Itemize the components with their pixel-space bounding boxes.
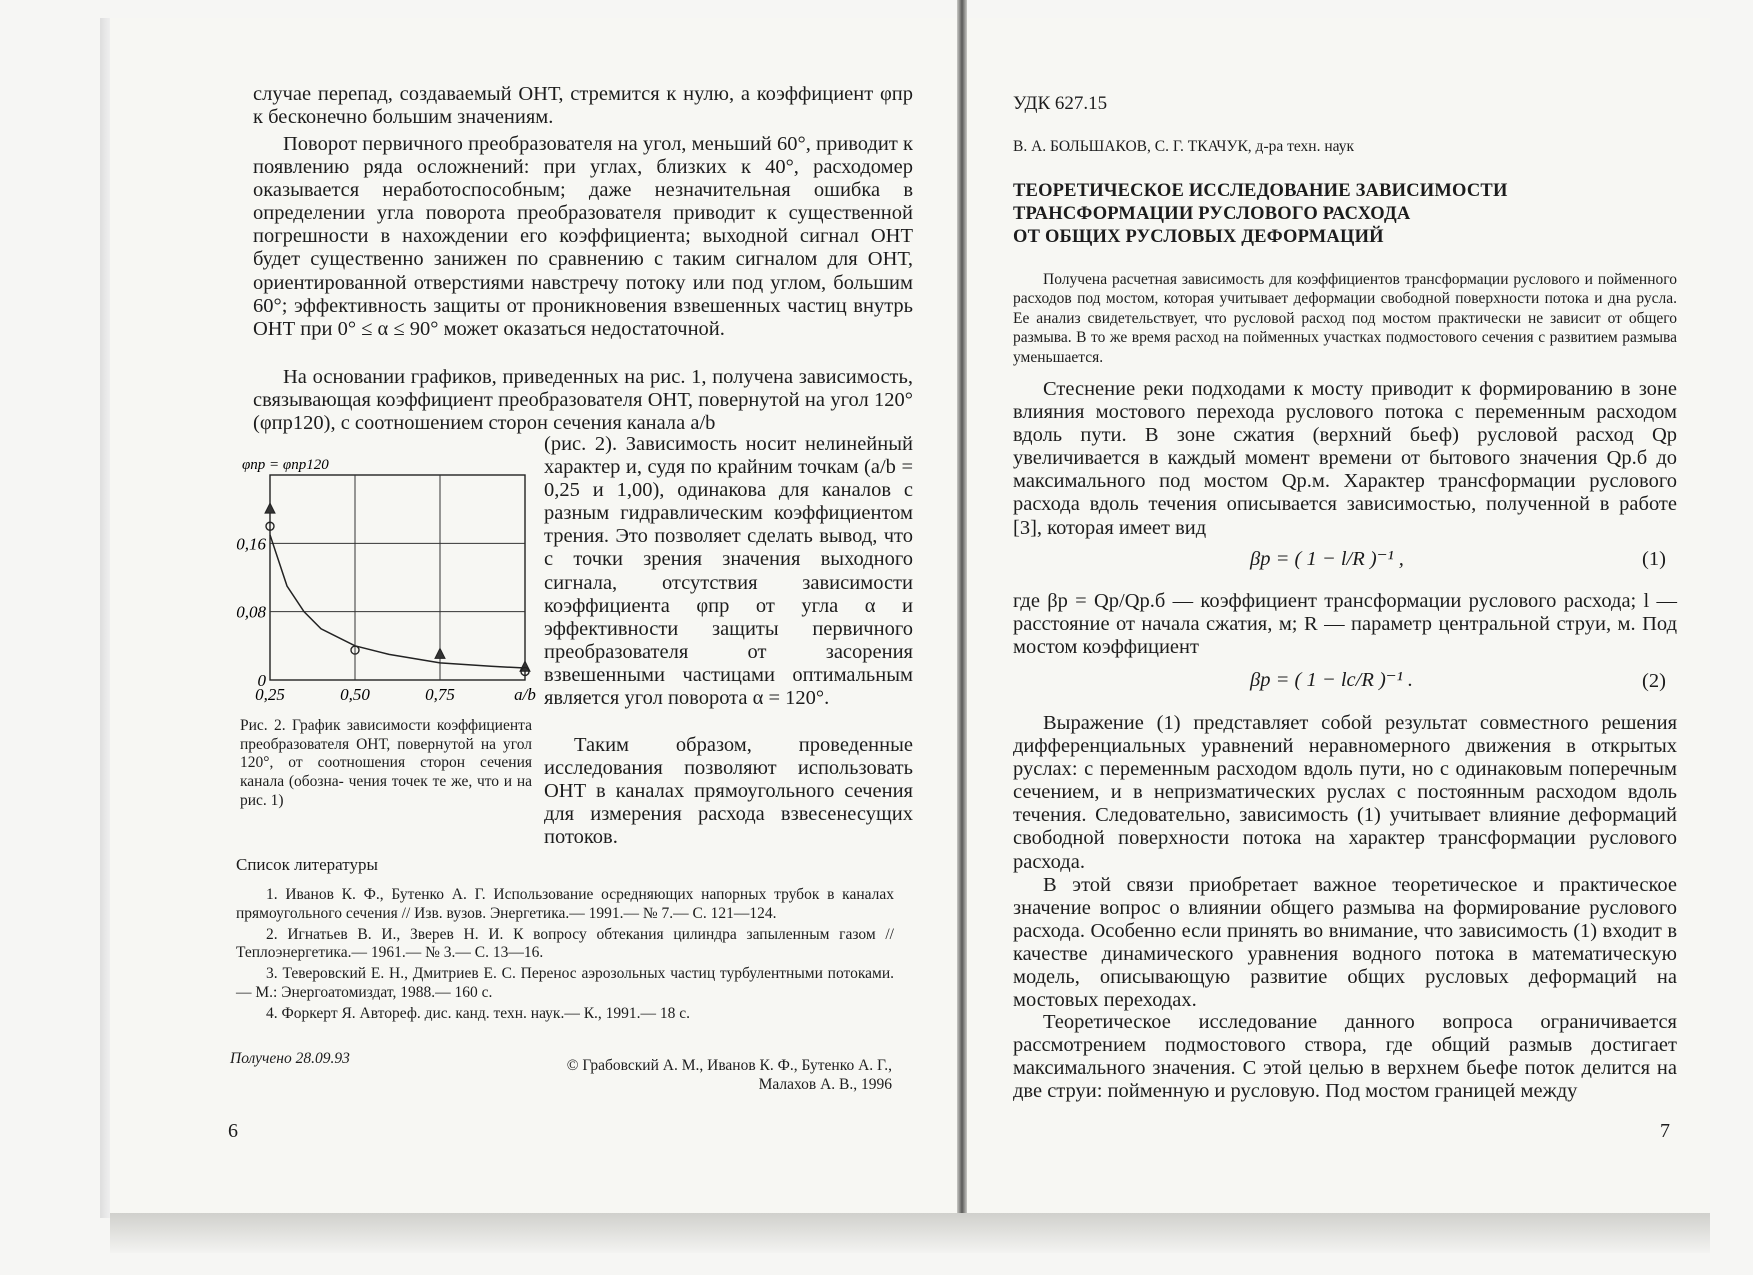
equation-number: (1) — [1642, 548, 1666, 570]
paragraph: Теоретическое исследование данного вопроса ограничивается рассмотрением подмостового створа, где общий размыв достигает максимального значения. С этой целью в верхнем бьефе поток делится на две струи: пойменную и русловую. Под мостом границей между — [1013, 1011, 1677, 1103]
x-tick-label: 0,25 — [255, 685, 285, 704]
article-title — [1013, 180, 1508, 249]
title-line: ОТ ОБЩИХ РУСЛОВЫХ ДЕФОРМАЦИЙ — [1013, 227, 1384, 247]
paragraph: Выражение (1) представляет собой результат совместного решения дифференциальных уравнений неравномерного движения в открытых руслах: с переменным расходом вдоль пути, но с одинаковым поперечным сечением, и в непризматических руслах с постоянным расходом вдоль течения. Следовательно, зависимость (1) учитывает влияние деформаций свободной поверхности потока на характер трансформации руслового расхода. — [1013, 712, 1677, 873]
x-tick-label: a/b — [514, 685, 536, 704]
udk-code: УДК 627.15 — [1013, 93, 1108, 114]
references-list — [236, 886, 894, 1024]
paragraph: где βр = Qр/Qр.б — коэффициент трансформации руслового расхода; l — расстояние от начала сжатия, м; R — параметр центральной струи, м. Под мостом коэффициент — [1013, 590, 1677, 659]
page-shadow — [110, 1213, 1710, 1253]
paragraph: Стеснение реки подходами к мосту приводит к формированию в зоне влияния мостового перехода руслового потока с переменным расходом вдоль пути. В зоне сжатия (верхний бьеф) русловой расход Qр увеличивается в каждый момент времени от бытового значения Qр.б до максимального под мостом Qр.м. Характер трансформации руслового расхода вдоль течения описывается зависимостью, полученной в работе [3], которая имеет вид — [1013, 378, 1677, 539]
data-point-triangle — [435, 648, 445, 658]
chart-frame — [270, 475, 525, 680]
x-tick-label: 0,75 — [425, 685, 455, 704]
equation-2: βр = ( 1 − lс/R )⁻¹ . — [1250, 669, 1414, 691]
data-point-triangle — [265, 503, 275, 513]
paragraph: Таким образом, проведенные исследования позволяют использовать ОНТ в каналах прямоугольного сечения для измерения расхода взвесенесущих потоков. — [544, 734, 913, 849]
y-tick-label: 0 — [257, 671, 266, 690]
equation-number: (2) — [1642, 670, 1666, 692]
fit-curve — [270, 535, 525, 668]
equation-1: βр = ( 1 − l/R )⁻¹ , — [1250, 548, 1404, 570]
references-heading: Список литературы — [236, 855, 378, 874]
reference-item: 2. Игнатьев В. И., Зверев Н. И. К вопросу обтекания цилиндра запыленным газом // Теплоэнергетика.— 1961.— № 3.— С. 13—16. — [236, 925, 894, 962]
authors: В. А. БОЛЬШАКОВ, С. Г. ТКАЧУК, д-ра техн. наук — [1013, 138, 1355, 155]
paragraph: Поворот первичного преобразователя на угол, меньший 60°, приводит к появлению ряда осложнений: при углах, близких к 40°, расходомер оказывается неработоспособным; даже незначительная ошибка в определении угла поворота преобразователя приводит к существенной погрешности в нахождении его коэффициента; выходной сигнал ОНТ будет существенно занижен по сравнению с таким сигналом для ОНТ, ориентированной отверстиями навстречу потоку или под углом, большим 60°; эффективность защиты от проникновения взвешенных частиц внутрь ОНТ при 0° ≤ α ≤ 90° может оказаться недостаточной. — [253, 133, 913, 340]
copyright — [514, 1057, 892, 1095]
book-gutter — [957, 0, 967, 1230]
copyright-line: Малахов А. В., 1996 — [758, 1075, 892, 1093]
x-tick-label: 0,50 — [340, 685, 370, 704]
y-tick-label: 0,08 — [236, 602, 266, 622]
figure-caption: Рис. 2. График зависимости коэффициента преобразователя ОНТ, повернутой на угол 120°, от соотношения сторон сечения канала (обозна- чения точек те же, что и на рис. 1) — [240, 717, 532, 809]
received-date: Получено 28.09.93 — [230, 1050, 350, 1067]
reference-item: 3. Теверовский Е. Н., Дмитриев Е. С. Перенос аэрозольных частиц турбулентными потоками.— М.: Энергоатомиздат, 1988.— 160 с. — [236, 965, 894, 1001]
coefficient-chart — [236, 455, 545, 717]
paragraph: (рис. 2). Зависимость носит нелинейный характер и, судя по крайним точкам (a/b = 0,25 и 1,00), одинакова для каналов с разным гидравлическим коэффициентом трения. Это позволяет сделать вывод, что с точки зрения значения выходного сигнала, отсутствия зависимости коэффициента φпр от угла α и эффективности защиты первичного преобразователя от засорения взвешенными частицами оптимальным является угол поворота α = 120°. — [544, 433, 913, 710]
y-axis-label: φпр = φпр120 — [242, 457, 329, 473]
y-tick-label: 0,16 — [236, 534, 266, 554]
abstract: Получена расчетная зависимость для коэффициентов трансформации руслового и пойменного расходов под мостом, которая учитывает деформации свободной поверхности потока и дна русла. Ее анализ свидетельствует, что русловой расход под мостом практически не зависит от общего размыва. В то же время расход на пойменных участках подмостового сечения с развитием размыва уменьшается. — [1013, 271, 1677, 366]
paragraph: В этой связи приобретает важное теоретическое и практическое значение вопрос о влиянии общего размыва на формирование руслового расхода. Особенно если принять во внимание, что зависимость (1) входит в качестве динамического уравнения водного потока в математическую модель, описывающую развитие общих русловых деформаций на мостовых переходах. — [1013, 874, 1677, 1012]
page-number: 6 — [228, 1120, 238, 1142]
paragraph: На основании графиков, приведенных на рис. 1, получена зависимость, связывающая коэффициент преобразователя ОНТ, повернутой на угол 120° (φпр120), с соотношением сторон сечения канала a/b — [253, 366, 913, 435]
reference-item: 1. Иванов К. Ф., Бутенко А. Г. Использование осредняющих напорных трубок в каналах прямоугольного сечения // Изв. вузов. Энергетика.— 1991.— № 7.— С. 121—124. — [236, 886, 894, 922]
paragraph: случае перепад, создаваемый ОНТ, стремится к нулю, а коэффициент φпр к бесконечно большим значениям. — [253, 83, 913, 129]
page-number: 7 — [1660, 1120, 1670, 1142]
copyright-line: © Грабовский А. М., Иванов К. Ф., Бутенко А. Г., — [566, 1057, 892, 1074]
reference-item: 4. Форкерт Я. Автореф. дис. канд. техн. наук.— К., 1991.— 18 с. — [266, 1004, 691, 1022]
title-line: ТЕОРЕТИЧЕСКОЕ ИССЛЕДОВАНИЕ ЗАВИСИМОСТИ — [1013, 181, 1508, 201]
title-line: ТРАНСФОРМАЦИИ РУСЛОВОГО РАСХОДА — [1013, 204, 1411, 224]
